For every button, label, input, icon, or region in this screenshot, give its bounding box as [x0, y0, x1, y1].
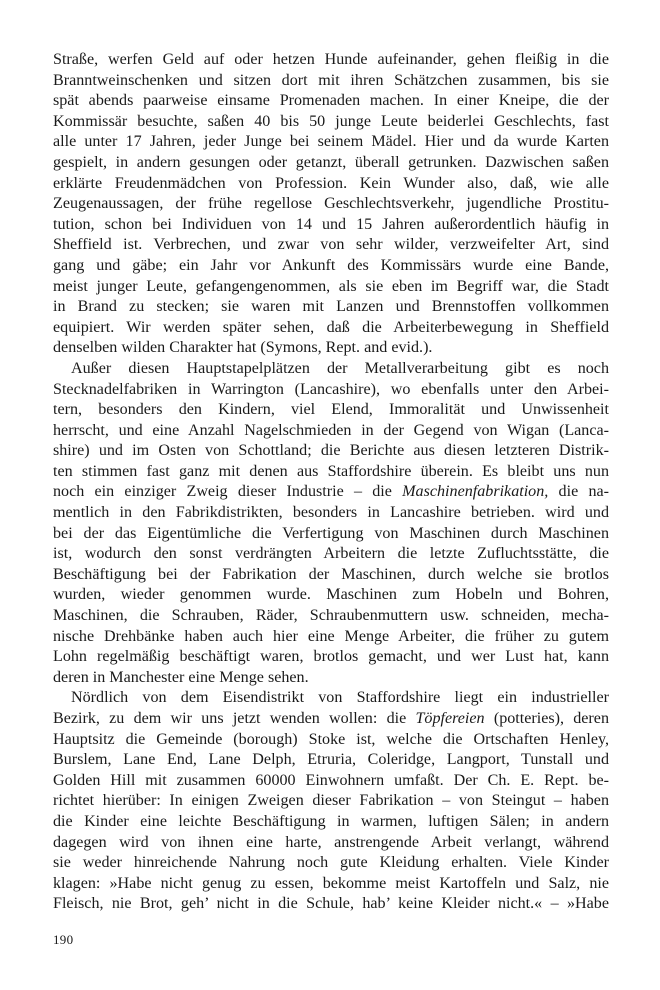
book-page: [53, 50, 609, 940]
text-line: Burslem, Lane End, Lane Delph, Etruria, Coleridge, Langport, Tunstall und: [53, 751, 609, 769]
page-number: 190: [53, 932, 74, 947]
text-line: Golden Hill mit zusammen 60000 Einwohnern umfaßt. Der Ch. E. Rept. be-: [53, 771, 609, 789]
text-line: shire) und im Osten von Schottland; die Berichte aus diesen letzteren Distrik-: [53, 442, 609, 460]
text-line: mentlich in den Fabrikdistrikten, besonders in Lancashire betrieben. wird und: [53, 504, 609, 522]
text-line: [53, 709, 609, 730]
paragraph-3: [53, 688, 609, 915]
text-line: Sheffield ist. Verbrechen, und zwar von sehr wilder, verzweifelter Art, sind: [53, 236, 609, 254]
paragraph-2: [53, 359, 609, 689]
text-line: klagen: »Habe nicht genug zu essen, bekomme meist Kartoffeln und Salz, nie: [53, 874, 609, 892]
text-line: Kommissär besuchte, saßen 40 bis 50 junge Leute beiderlei Geschlechts, fast: [53, 112, 609, 130]
emphasized-term: Maschinenfabrikation,: [402, 483, 549, 501]
text-line: nische Drehbänke haben auch hier eine Menge Arbeiter, die früher zu gutem: [53, 627, 609, 645]
text-line: sie weder hinreichende Nahrung noch gute Kleidung erhalten. Viele Kinder: [53, 854, 609, 872]
text-line: Lohn regelmäßig beschäftigt waren, brotlos gemacht, und wer Lust hat, kann: [53, 648, 609, 666]
text-line: dagegen wird von ihnen eine harte, anstrengende Arbeit verlangt, während: [53, 833, 609, 851]
text-line: herrscht, und eine Anzahl Nagelschmieden in der Gegend von Wigan (Lanca-: [53, 421, 609, 439]
text-line: wurden, wieder genommen wurde. Maschinen zum Hobeln und Bohren,: [53, 586, 609, 604]
text-line: Hauptsitz die Gemeinde (borough) Stoke ist, welche die Ortschaften Henley,: [53, 730, 609, 748]
text-line: Nördlich von dem Eisendistrikt von Staffordshire liegt ein industrieller: [71, 689, 609, 707]
paragraph-1: [53, 50, 609, 359]
text-line: gespielt, in andern gesungen oder getanzt, überall getrunken. Dazwischen saßen: [53, 153, 609, 171]
text-line: tern, besonders den Kindern, viel Elend, Immoralität und Unwissenheit: [53, 401, 609, 419]
text-line: Fleisch, nie Brot, geh’ nicht in die Schule, hab’ keine Kleider nicht.« – »Habe: [53, 895, 609, 913]
text-line: in Brand zu stecken; sie waren mit Lanzen und Brennstoffen vollkommen: [53, 298, 609, 316]
text-run: (potteries), deren: [484, 710, 609, 727]
text-line: deren in Manchester eine Menge sehen.: [53, 668, 309, 686]
text-line: richtet hierüber: In einigen Zweigen dieser Fabrikation – von Steingut – haben: [53, 792, 609, 810]
emphasized-term: Töpfereien: [415, 710, 485, 727]
text-run: die na-: [548, 483, 609, 501]
text-line: meist junger Leute, gefangengenommen, als sie eben im Begriff war, die Stadt: [53, 277, 609, 295]
text-line: Stecknadelfabriken in Warrington (Lancashire), wo ebenfalls unter den Arbei-: [53, 380, 609, 398]
text-line: bei der das Eigentümliche die Verfertigung von Maschinen durch Maschinen: [53, 524, 609, 542]
text-line: Maschinen, die Schrauben, Räder, Schraubenmuttern usw. schneiden, mecha-: [53, 607, 609, 625]
text-line: ten stimmen fast ganz mit denen aus Staffordshire überein. Es bleibt uns nun: [53, 462, 609, 480]
text-line: equipiert. Wir werden später sehen, daß die Arbeiterbewegung in Sheffield: [53, 318, 609, 336]
text-line: gang und gäbe; ein Jahr vor Ankunft des Kommissärs wurde eine Bande,: [53, 256, 609, 274]
text-line: Zeugenaussagen, der frühe regellose Geschlechtsverkehr, jugendliche Prostitu-: [53, 195, 609, 213]
text-line: ist, wodurch den sonst verdrängten Arbeitern die letzte Zufluchtsstätte, die: [53, 545, 609, 563]
text-line: tution, schon bei Individuen von 14 und 15 Jahren außerordentlich häufig in: [53, 215, 609, 233]
text-line: alle unter 17 Jahren, jeder Junge bei seinem Mädel. Hier und da wurde Karten: [53, 133, 609, 151]
text-line: [53, 482, 609, 503]
text-line: die Kinder eine leichte Beschäftigung in warmen, luftigen Sälen; in andern: [53, 812, 609, 830]
text-run: noch ein einziger Zweig dieser Industrie – die: [53, 483, 403, 501]
text-line: Beschäftigung bei der Fabrikation der Maschinen, durch welche sie brotlos: [53, 565, 609, 583]
text-line: erklärte Freudenmädchen von Profession. Kein Wunder also, daß, wie alle: [53, 174, 609, 192]
body-text: [53, 50, 609, 915]
text-line: spät abends paarweise einsame Promenaden machen. In einer Kneipe, die der: [53, 92, 609, 110]
text-run: Bezirk, zu dem wir uns jetzt wenden wollen: die: [53, 710, 416, 727]
text-line: denselben wilden Charakter hat (Symons, Rept. and evid.).: [53, 339, 433, 357]
text-line: Branntweinschenken und sitzen dort mit ihren Schätzchen zusammen, bis sie: [53, 71, 609, 89]
text-line: Außer diesen Hauptstapelplätzen der Metallverarbeitung gibt es noch: [71, 359, 609, 377]
text-line: Straße, werfen Geld auf oder hetzen Hunde aufeinander, gehen fleißig in die: [53, 51, 609, 68]
